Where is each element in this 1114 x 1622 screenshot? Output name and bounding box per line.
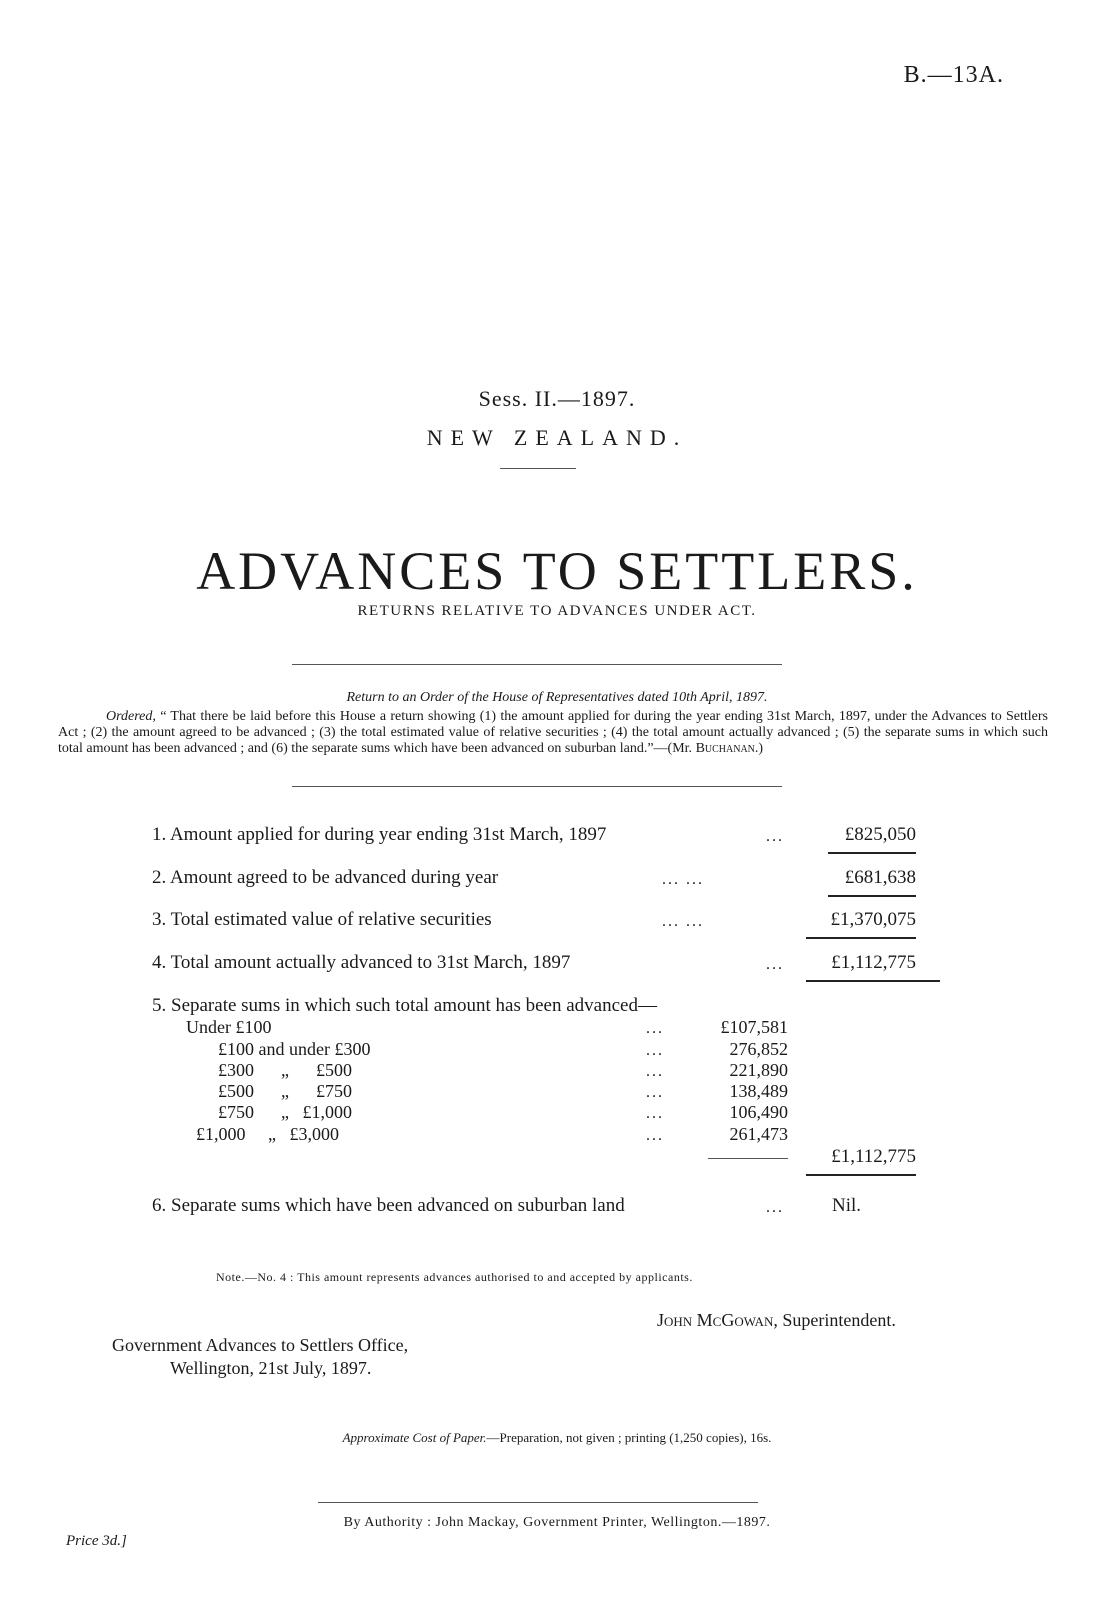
item-6-amount: Nil. — [832, 1195, 862, 1216]
range-row-3-leader: ... — [646, 1063, 664, 1080]
range-row-2-amount: 276,852 — [729, 1039, 788, 1059]
range-row-1-leader: ... — [646, 1020, 664, 1037]
divider-authority — [318, 1502, 758, 1503]
divider-order-top — [292, 664, 782, 665]
range-row-2-label: £100 and under £300 — [218, 1039, 371, 1059]
order-body: “ That there be laid before this House a return showing (1) the amount applied for during the year ending 31st March, 1897, under the Advances to Settlers Act ; (2) the amount agreed to be advanced ; (3) the total estimated value of relative securities ; (4) the total amount actually advanced ; (5) the separate sums in which such total amount has been advanced ; and (6) the separate sums which have been advanced on suburban land.”—(Mr. — [58, 709, 1049, 756]
item-1-rule — [828, 852, 916, 854]
signatory-name: John McGowan — [657, 1310, 774, 1330]
item-6-label: 6. Separate sums which have been advanced on suburban land — [152, 1195, 625, 1216]
item-3-amount: £1,370,075 — [830, 909, 916, 930]
item-5-rule — [806, 1174, 916, 1176]
document-reference: B.—13A. — [903, 62, 1004, 88]
item-5-label: 5. Separate sums in which such total amount has been advanced— — [152, 995, 657, 1016]
range-row-3-amount: 221,890 — [729, 1060, 788, 1080]
office-line-2: Wellington, 21st July, 1897. — [170, 1358, 372, 1378]
order-text — [58, 709, 1048, 757]
item-4-label: 4. Total amount actually advanced to 31st March, 1897 — [152, 952, 571, 973]
cost-text: —Preparation, not given ; printing (1,250 copies), 16s. — [486, 1430, 772, 1445]
item-1-amount: £825,050 — [844, 824, 916, 845]
order-member: Buchanan — [695, 741, 755, 756]
divider-order-bottom — [292, 786, 782, 787]
order-heading: Return to an Order of the House of Representatives dated 10th April, 1897. — [346, 690, 768, 705]
item-2-rule — [828, 895, 916, 897]
order-lead: Ordered, — [106, 709, 156, 724]
price: Price 3d.] — [66, 1533, 127, 1549]
item-5-total: £1,112,775 — [831, 1146, 916, 1167]
item-3-rule — [806, 937, 916, 939]
country-heading: NEW ZEALAND. — [426, 425, 688, 450]
cost-label: Approximate Cost of Paper. — [342, 1430, 487, 1445]
range-row-2-leader: ... — [646, 1042, 664, 1059]
order-close: .) — [754, 741, 764, 756]
item-4-amount: £1,112,775 — [831, 952, 916, 973]
range-row-1-amount: £107,581 — [720, 1017, 788, 1037]
range-row-4-leader: ... — [646, 1084, 664, 1101]
range-row-5-leader: ... — [646, 1105, 664, 1122]
item-2-label: 2. Amount agreed to be advanced during year — [152, 867, 499, 888]
printer-authority: By Authority : John Mackay, Government Printer, Wellington.—1897. — [343, 1515, 771, 1530]
range-row-6-label: £1,000 „ £3,000 — [196, 1124, 339, 1144]
item-3-leader: ... ... — [662, 913, 704, 930]
signatory-title: , Superintendent. — [773, 1310, 896, 1330]
signature — [657, 1310, 896, 1331]
item-2-amount: £681,638 — [844, 867, 916, 888]
item-1-label: 1. Amount applied for during year ending 31st March, 1897 — [152, 824, 607, 845]
range-row-5-label: £750 „ £1,000 — [218, 1102, 352, 1122]
range-row-3-label: £300 „ £500 — [218, 1060, 352, 1080]
cost-of-paper — [0, 1430, 1114, 1446]
range-row-4-amount: 138,489 — [729, 1081, 788, 1101]
item-1-leader: ... — [766, 828, 784, 845]
footnote: Note.—No. 4 : This amount represents advances authorised to and accepted by applicants. — [216, 1270, 693, 1284]
divider-short — [500, 468, 576, 469]
item-2-leader: ... ... — [662, 871, 704, 888]
range-row-5-amount: 106,490 — [729, 1102, 788, 1122]
range-row-6-leader: ... — [646, 1127, 664, 1144]
item-3-label: 3. Total estimated value of relative securities — [152, 909, 492, 930]
session-line: Sess. II.—1897. — [478, 386, 636, 411]
document-title: ADVANCES TO SETTLERS. — [196, 541, 918, 601]
item-6-leader: ... — [766, 1199, 784, 1216]
range-row-4-label: £500 „ £750 — [218, 1081, 352, 1101]
item-4-rule — [806, 980, 940, 982]
item-4-leader: ... — [766, 956, 784, 973]
document-subtitle: RETURNS RELATIVE TO ADVANCES UNDER ACT. — [357, 603, 757, 619]
range-row-6-amount: 261,473 — [729, 1124, 788, 1144]
office-line-1: Government Advances to Settlers Office, — [112, 1335, 409, 1355]
range-row-1-label: Under £100 — [186, 1017, 272, 1037]
